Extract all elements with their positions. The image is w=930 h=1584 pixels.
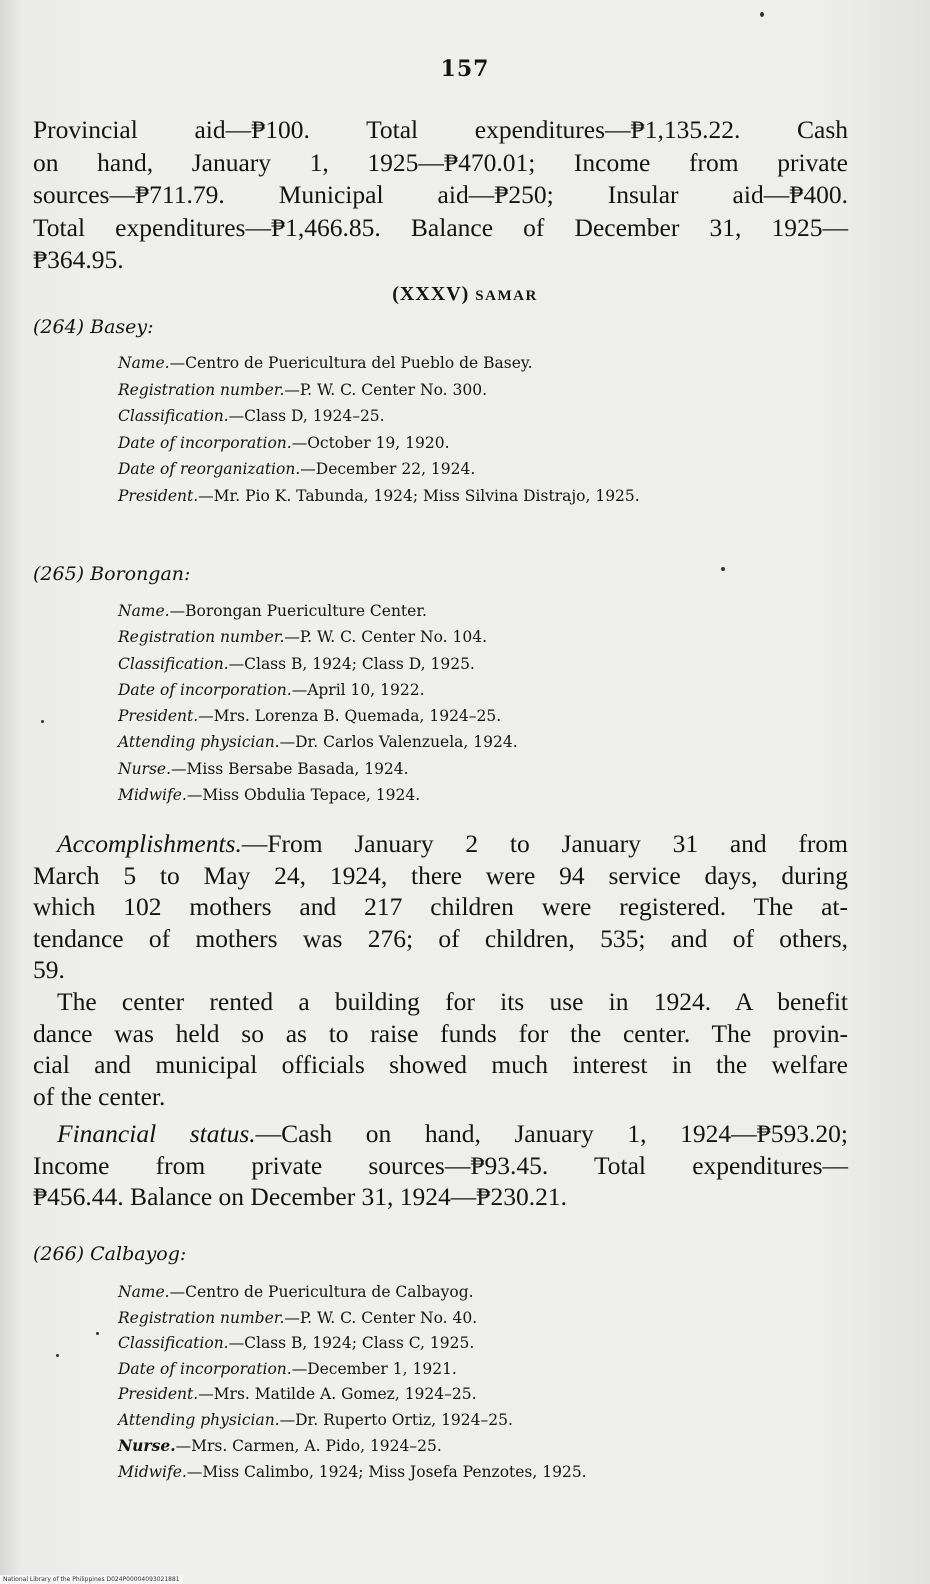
accomplishments-label: Accomplishments.	[57, 829, 242, 858]
field-value: —Centro de Puericultura de Calbayog.	[169, 1283, 474, 1301]
field-value: —Class B, 1924; Class C, 1925.	[228, 1334, 475, 1352]
center-line: of the center.	[33, 1081, 166, 1111]
field-row	[118, 430, 848, 457]
field-row	[118, 377, 848, 404]
accomplishments-line: 59.	[33, 955, 65, 984]
entry-heading-basey	[33, 316, 154, 338]
field-value: —October 19, 1920.	[291, 433, 450, 452]
financial-line: ₱456.44. Balance on December 31, 1924—₱230.21.	[33, 1182, 567, 1211]
intro-line: Provincial aid—₱100. Total expenditures—₱1,135.22. Cash	[33, 115, 848, 144]
field-value: —Class D, 1924–25.	[228, 407, 385, 425]
scan-speck	[41, 720, 44, 723]
field-label: President.	[118, 486, 199, 505]
field-row	[118, 1408, 848, 1434]
field-value: —December 1, 1921.	[291, 1359, 457, 1378]
entry-heading-borongan	[33, 563, 190, 585]
field-row	[118, 1357, 848, 1383]
financial-line: Income from private sources—₱93.45. Total expenditures—	[33, 1150, 848, 1180]
field-value: —Miss Calimbo, 1924; Miss Josefa Penzotes, 1925.	[186, 1462, 587, 1481]
field-row	[118, 703, 848, 729]
field-value: —Mrs. Carmen, A. Pido, 1924–25.	[175, 1437, 442, 1455]
field-label: Date of reorganization.	[118, 460, 301, 478]
field-row	[118, 624, 848, 650]
accomplishments-line: tendance of mothers was 276; of children, 535; and of others,	[33, 923, 848, 953]
entry-fields-borongan	[118, 598, 848, 808]
field-label: Name.	[118, 354, 170, 372]
section-heading	[0, 283, 930, 306]
field-row	[118, 1382, 848, 1408]
financial-status-paragraph	[33, 1118, 848, 1213]
field-label: President.	[118, 1385, 199, 1403]
scan-footer: National Library of the Philippines D024P00004093021881	[0, 1575, 183, 1584]
field-value: —Borongan Puericulture Center.	[169, 602, 427, 620]
field-label: Registration number.	[118, 1308, 285, 1327]
field-row	[118, 456, 848, 483]
field-value: —Dr. Ruperto Ortiz, 1924–25.	[279, 1410, 513, 1429]
field-row	[118, 782, 848, 808]
section-numeral: (XXXV)	[392, 283, 470, 305]
field-label: Midwife.	[118, 786, 187, 805]
intro-line: ₱364.95.	[33, 245, 124, 274]
entry-heading-calbayog	[33, 1243, 186, 1265]
entry-fields-basey	[118, 350, 848, 509]
accomplishments-line: March 5 to May 24, 1924, there were 94 service days, during	[33, 860, 848, 890]
field-label: Name.	[118, 1283, 170, 1301]
field-row	[118, 1460, 848, 1486]
field-row	[118, 598, 848, 624]
field-row	[118, 483, 848, 510]
field-label: President.	[118, 707, 199, 726]
field-label: Date of incorporation.	[118, 1359, 292, 1378]
field-value: —P. W. C. Center No. 40.	[284, 1308, 478, 1327]
entry-fields-calbayog	[118, 1280, 848, 1485]
field-row	[118, 403, 848, 430]
field-value: —Miss Obdulia Tepace, 1924.	[186, 786, 421, 805]
field-value: —Centro de Puericultura del Pueblo de Basey.	[169, 354, 533, 372]
intro-line: sources—₱711.79. Municipal aid—₱250; Insular aid—₱400.	[33, 180, 848, 209]
intro-paragraph	[33, 114, 848, 277]
field-label: Attending physician.	[118, 1410, 280, 1429]
field-label: Classification.	[118, 654, 229, 673]
field-label: Registration number.	[118, 380, 285, 399]
accomplishments-line: which 102 mothers and 217 children were registered. The at-	[33, 892, 848, 921]
field-row	[118, 350, 848, 377]
financial-status-text: —Cash on hand, January 1, 1924—₱593.20;	[255, 1119, 848, 1148]
center-paragraph	[33, 986, 848, 1112]
field-value: —Class B, 1924; Class D, 1925.	[228, 654, 475, 673]
field-label: Nurse.	[118, 759, 172, 778]
field-label: Registration number.	[118, 628, 285, 647]
field-value: —Dr. Carlos Valenzuela, 1924.	[279, 733, 518, 752]
accomplishments-paragraph	[33, 828, 848, 986]
field-label: Nurse.	[118, 1436, 176, 1455]
accomplishments-line	[33, 828, 848, 860]
financial-line	[33, 1118, 848, 1150]
field-label: Attending physician.	[118, 733, 280, 752]
field-value: —P. W. C. Center No. 300.	[284, 380, 488, 399]
intro-line: on hand, January 1, 1925—₱470.01; Income from private	[33, 147, 848, 177]
section-name: SAMAR	[475, 288, 538, 304]
financial-status-label: Financial status.	[57, 1119, 256, 1148]
entry-place: Borongan:	[90, 563, 191, 585]
scan-speck	[760, 12, 764, 17]
field-label: Date of incorporation.	[118, 680, 292, 699]
field-row	[118, 1280, 848, 1306]
intro-line: Total expenditures—₱1,466.85. Balance of December 31, 1925—	[33, 212, 848, 242]
field-value: —Mr. Pio K. Tabunda, 1924; Miss Silvina Distrajo, 1925.	[198, 486, 640, 505]
field-row	[118, 677, 848, 703]
entry-number: (265)	[33, 563, 85, 585]
field-value: —Mrs. Lorenza B. Quemada, 1924–25.	[198, 707, 502, 726]
center-line: The center rented a building for its use in 1924. A benefit	[57, 987, 848, 1016]
field-row	[118, 1433, 848, 1460]
field-value: —April 10, 1922.	[291, 680, 425, 699]
field-value: —December 22, 1924.	[300, 460, 476, 478]
entry-place: Basey:	[90, 316, 154, 338]
field-row	[118, 651, 848, 677]
scan-speck	[96, 1332, 99, 1335]
entry-number: (264)	[33, 316, 85, 338]
field-value: —Miss Bersabe Basada, 1924.	[171, 759, 409, 778]
field-value: —P. W. C. Center No. 104.	[284, 628, 488, 647]
field-label: Midwife.	[118, 1462, 187, 1481]
entry-number: (266)	[33, 1243, 85, 1265]
scan-speck	[721, 567, 725, 571]
center-line: cial and municipal officials showed much interest in the welfare	[33, 1050, 848, 1079]
entry-place: Calbayog:	[90, 1243, 187, 1265]
field-row	[118, 756, 848, 782]
accomplishments-text: —From January 2 to January 31 and from	[241, 829, 848, 858]
field-label: Classification.	[118, 407, 229, 425]
field-row	[118, 1331, 848, 1357]
field-label: Name.	[118, 602, 170, 620]
field-label: Date of incorporation.	[118, 433, 292, 452]
field-row	[118, 1306, 848, 1332]
field-label: Classification.	[118, 1334, 229, 1352]
scan-speck	[56, 1354, 59, 1357]
field-value: —Mrs. Matilde A. Gomez, 1924–25.	[198, 1385, 477, 1403]
center-line: dance was held so as to raise funds for the center. The provin-	[33, 1018, 848, 1048]
page-number: 157	[440, 56, 490, 82]
field-row	[118, 729, 848, 755]
